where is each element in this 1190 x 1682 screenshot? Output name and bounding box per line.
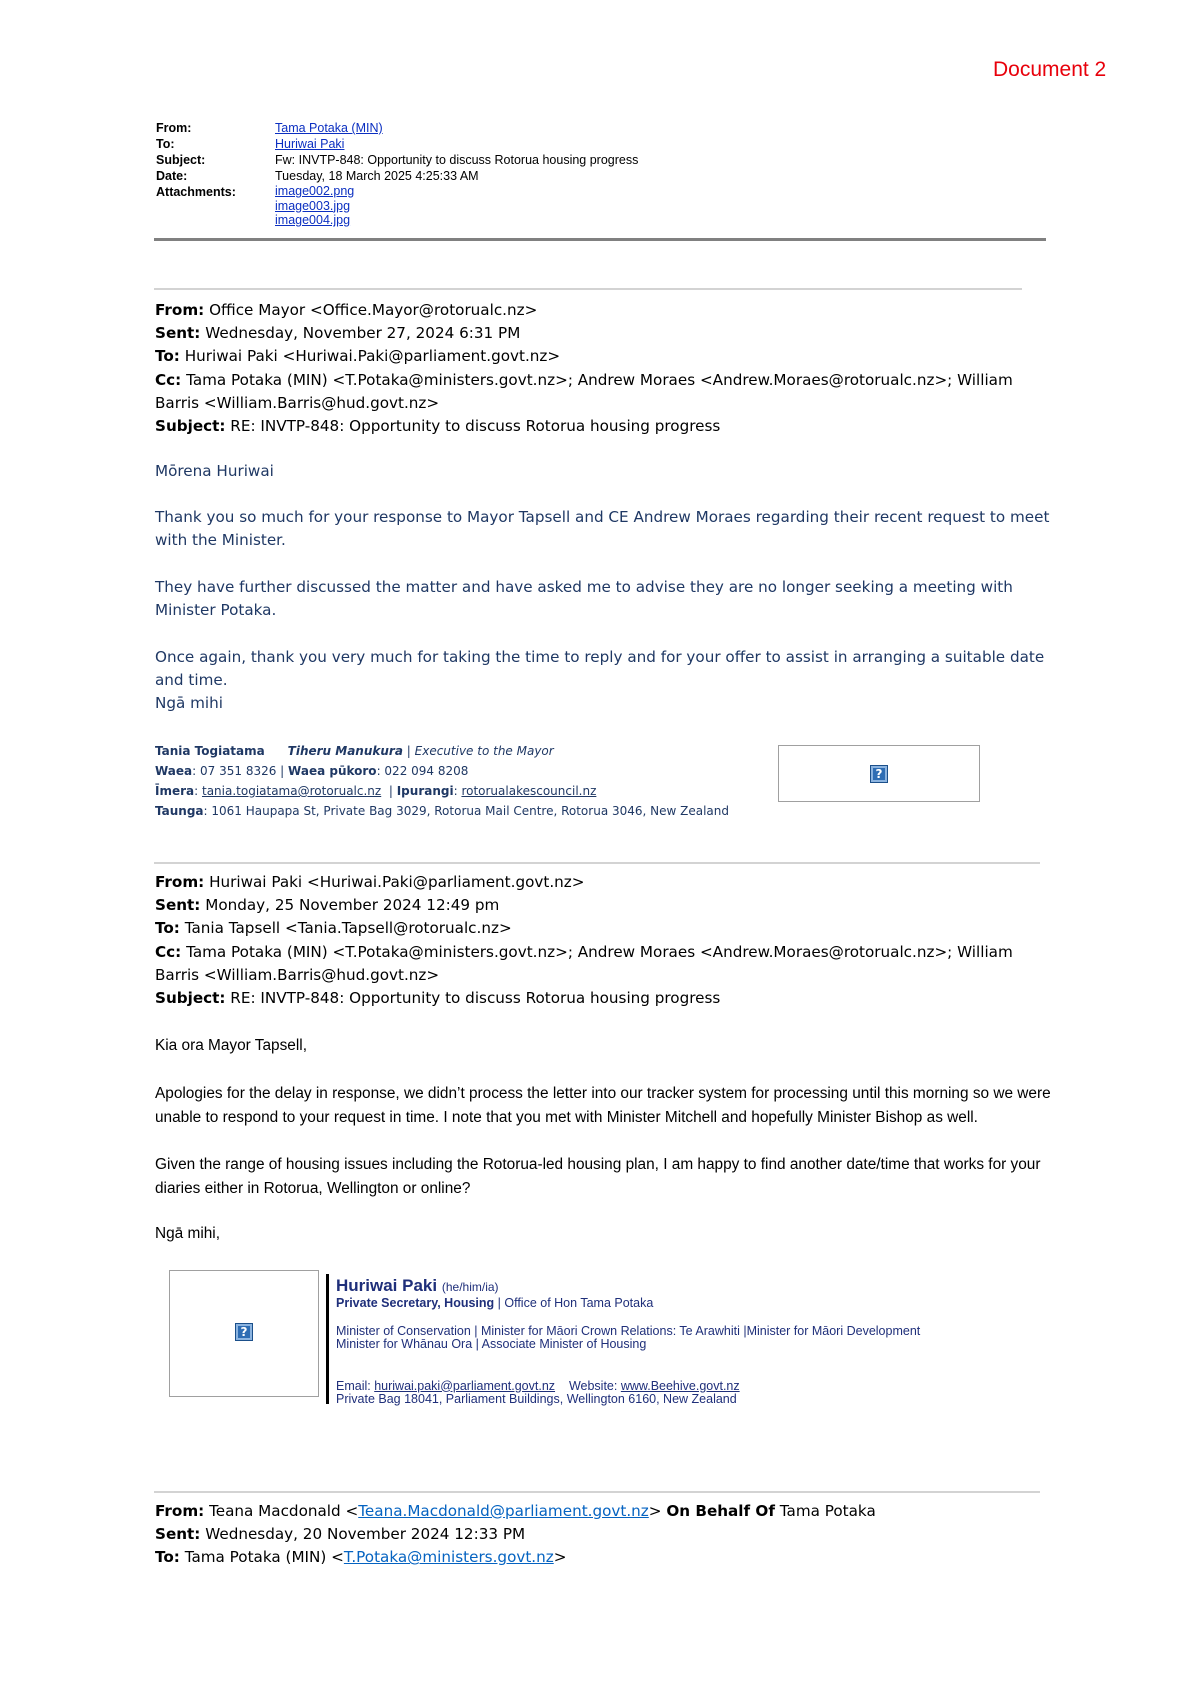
psig-portfolios-1: Minister of Conservation | Minister for Māori Crown Relations: Te Arawhiti |Minister for Māori Development — [336, 1323, 921, 1338]
signature-name: Tania Togiatama — [155, 744, 265, 758]
broken-image-icon: ? — [870, 765, 888, 783]
email2-cc: Cc: Tama Potaka (MIN) <T.Potaka@ministers.govt.nz>; Andrew Moraes <Andrew.Moraes@rotorualc.nz>; William Barris <William.Barris@hud.govt.nz> — [155, 942, 1013, 984]
psig-role-line: Private Secretary, Housing | Office of Hon Tama Potaka — [336, 1296, 654, 1310]
header-subject-label: Subject: — [156, 153, 206, 167]
signature-email-line: Īmera: tania.togiatama@rotorualc.nz | Ipurangi: rotorualakescouncil.nz — [155, 784, 597, 798]
email1-sent: Sent: Wednesday, November 27, 2024 6:31 PM — [155, 324, 521, 343]
header-date-value: Tuesday, 18 March 2025 4:25:33 AM — [275, 169, 479, 183]
email2-sent: Sent: Monday, 25 November 2024 12:49 pm — [155, 896, 500, 915]
email1-greeting: Mōrena Huriwai — [155, 462, 274, 480]
email3-to-link[interactable]: T.Potaka@ministers.govt.nz — [343, 1548, 554, 1567]
header-to-label: To: — [156, 137, 175, 151]
header-attachments-label: Attachments: — [156, 185, 236, 199]
email2-divider — [154, 862, 1040, 864]
email2-greeting: Kia ora Mayor Tapsell, — [155, 1037, 307, 1054]
header-from-link[interactable]: Tama Potaka (MIN) — [275, 121, 383, 135]
header-from-label: From: — [156, 121, 192, 135]
psig-website-link[interactable]: www.Beehive.govt.nz — [620, 1378, 740, 1393]
broken-image-icon: ? — [235, 1323, 253, 1341]
email1-to: To: Huriwai Paki <Huriwai.Paki@parliament.govt.nz> — [155, 347, 561, 366]
email3-sent: Sent: Wednesday, 20 November 2024 12:33 PM — [155, 1525, 526, 1544]
email2-signoff: Ngā mihi, — [155, 1225, 221, 1242]
parliament-signature — [336, 1276, 920, 1407]
psig-portfolios-2: Minister for Whānau Ora | Associate Minister of Housing — [336, 1337, 647, 1351]
email2-from: From: Huriwai Paki <Huriwai.Paki@parliament.govt.nz> — [155, 873, 585, 891]
signature-email-link[interactable]: tania.togiatama@rotorualc.nz — [201, 784, 382, 798]
header-divider — [154, 238, 1046, 241]
attachment-link[interactable]: image004.jpg — [275, 213, 351, 227]
psig-name-line: Huriwai Paki (he/him/ia) — [336, 1276, 499, 1295]
document-label: Document 2 — [993, 58, 1107, 81]
attachment-link[interactable]: image002.png — [275, 184, 355, 198]
email3-from: From: Teana Macdonald <Teana.Macdonald@parliament.govt.nz> On Behalf Of Tama Potaka — [155, 1502, 876, 1520]
signature-address-line: Taunga: 1061 Haupapa St, Private Bag 3029, Rotorua Mail Centre, Rotorua 3046, New Zealand — [155, 804, 730, 818]
signature-separator: | — [406, 744, 411, 758]
email1-divider — [154, 288, 1022, 290]
signature-phone-line: Waea: 07 351 8326 | Waea pūkoro: 022 094 8208 — [155, 764, 469, 778]
email1-subject: Subject: RE: INVTP-848: Opportunity to discuss Rotorua housing progress — [155, 417, 721, 436]
email3-from-link[interactable]: Teana.Macdonald@parliament.govt.nz — [358, 1502, 649, 1520]
email3-divider — [154, 1491, 1040, 1493]
header-date-label: Date: — [156, 169, 188, 183]
email2-subject: Subject: RE: INVTP-848: Opportunity to discuss Rotorua housing progress — [155, 989, 721, 1008]
psig-address: Private Bag 18041, Parliament Buildings, Wellington 6160, New Zealand — [336, 1392, 737, 1406]
signature-name-line — [155, 741, 729, 761]
email1-paragraph-2: They have further discussed the matter and have asked me to advise they are no longer seeking a meeting with Minister Potaka. — [155, 578, 1013, 620]
parliament-logo-placeholder — [169, 1270, 319, 1397]
email1-paragraph-1: Thank you so much for your response to Mayor Tapsell and CE Andrew Moraes regarding their recent request to meet with the Minister. — [155, 508, 1050, 550]
header-to-row — [156, 136, 638, 152]
signature-title: Tiheru Manukura — [287, 744, 403, 758]
header-from-row — [156, 120, 638, 136]
header-subject-value: Fw: INVTP-848: Opportunity to discuss Rotorua housing progress — [275, 153, 639, 167]
council-logo-placeholder — [778, 745, 980, 802]
email2-to: To: Tania Tapsell <Tania.Tapsell@rotorualc.nz> — [155, 919, 512, 938]
header-subject-row — [156, 152, 638, 168]
attachment-link[interactable]: image003.jpg — [275, 198, 351, 213]
email-header — [156, 120, 638, 228]
email1-meta — [155, 299, 1035, 438]
header-attachments-row — [156, 184, 638, 228]
email3-meta — [155, 1500, 1035, 1570]
email1-cc: Cc: Tama Potaka (MIN) <T.Potaka@ministers.govt.nz>; Andrew Moraes <Andrew.Moraes@rotorualc.nz>; William Barris <William.Barris@hud.govt.nz> — [155, 370, 1013, 412]
email1-paragraph-3: Once again, thank you very much for taking the time to reply and for your offer to assist in arranging a suitable date and time. — [155, 648, 1045, 690]
email3-to: To: Tama Potaka (MIN) <T.Potaka@ministers.govt.nz> — [155, 1548, 567, 1567]
council-signature — [155, 741, 729, 821]
psig-email-link[interactable]: huriwai.paki@parliament.govt.nz — [374, 1378, 556, 1393]
email2-meta — [155, 871, 1035, 1010]
signature-role: Executive to the Mayor — [414, 744, 554, 758]
header-date-row — [156, 168, 638, 184]
signature-website-link[interactable]: rotorualakescouncil.nz — [461, 784, 597, 798]
email1-signoff: Ngā mihi — [155, 694, 223, 712]
email2-paragraph-2: Given the range of housing issues including the Rotorua-led housing plan, I am happy to find another date/time that works for your diaries either in Rotorua, Wellington or online? — [155, 1156, 1041, 1197]
header-to-link[interactable]: Huriwai Paki — [275, 137, 345, 151]
email2-paragraph-1: Apologies for the delay in response, we didn’t process the letter into our tracker system for processing until this morning so we were unable to respond to your request in time. I note that you met with Minister Mitchell and hopefully Minister Bishop as well. — [155, 1085, 1051, 1126]
signature-vertical-rule — [326, 1274, 329, 1404]
email1-from: From: Office Mayor <Office.Mayor@rotorualc.nz> — [155, 301, 538, 319]
psig-contact-line: Email: huriwai.paki@parliament.govt.nz Website: www.Beehive.govt.nz — [336, 1378, 740, 1393]
